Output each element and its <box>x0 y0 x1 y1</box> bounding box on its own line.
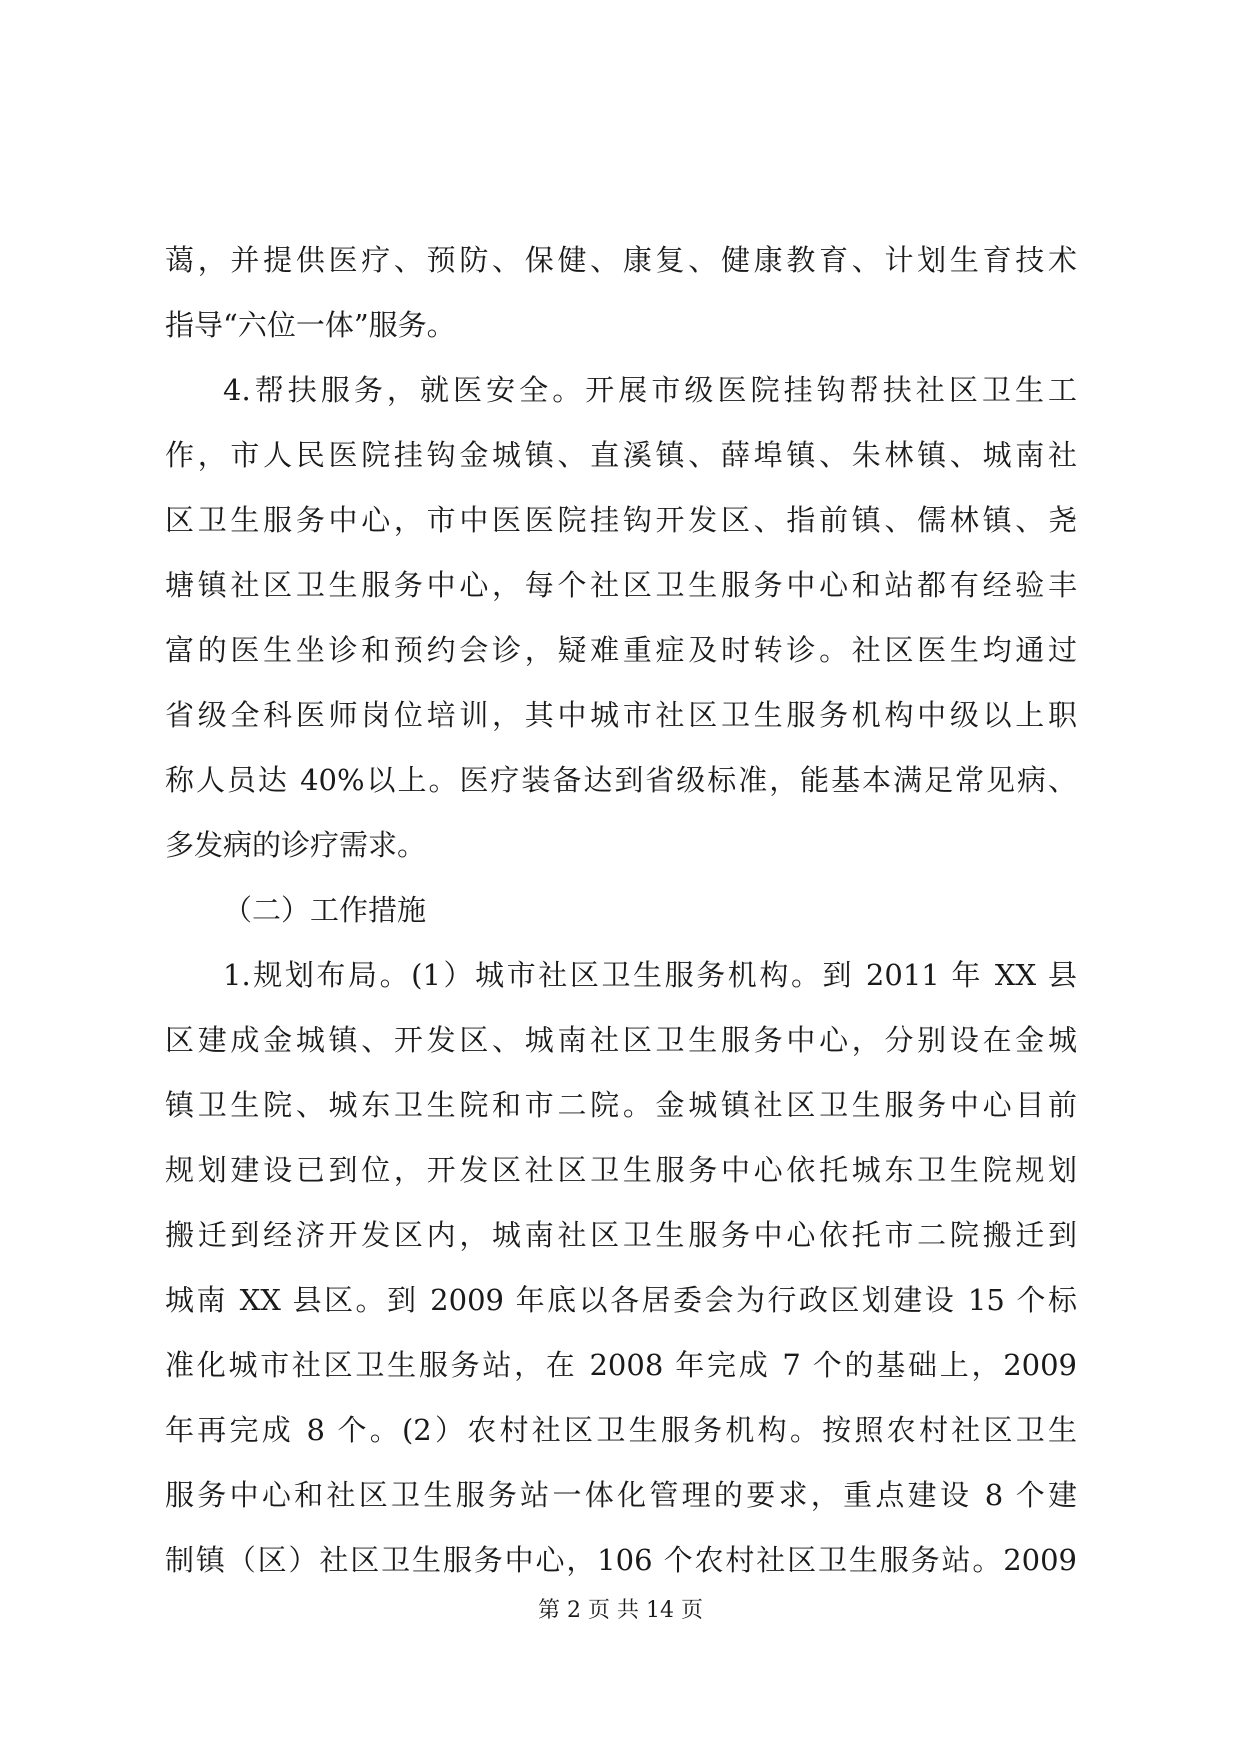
text-line: 作，市人民医院挂钩金城镇、直溪镇、薛埠镇、朱林镇、城南社 <box>165 438 1077 472</box>
text-line: 称人员达 40%以上。医疗装备达到省级标准，能基本满足常见病、 <box>165 763 1077 797</box>
text-line: 制镇（区）社区卫生服务中心，106 个农村社区卫生服务站。2009 <box>165 1543 1077 1577</box>
text-line: 指导“六位一体”服务。 <box>165 308 456 342</box>
text-line: 镇卫生院、城东卫生院和市二院。金城镇社区卫生服务中心目前 <box>165 1088 1077 1122</box>
text-line: 搬迁到经济开发区内，城南社区卫生服务中心依托市二院搬迁到 <box>165 1218 1077 1252</box>
text-line: 塘镇社区卫生服务中心，每个社区卫生服务中心和站都有经验丰 <box>165 568 1077 602</box>
text-line: 规划建设已到位，开发区社区卫生服务中心依托城东卫生院规划 <box>165 1153 1077 1187</box>
text-line: 4.帮扶服务，就医安全。开展市级医院挂钩帮扶社区卫生工 <box>223 373 1077 407</box>
section-heading: （二）工作措施 <box>223 893 427 927</box>
text-line: 服务中心和社区卫生服务站一体化管理的要求，重点建设 8 个建 <box>165 1478 1077 1512</box>
text-line: 1.规划布局。(1）城市社区卫生服务机构。到 2011 年 XX 县 <box>223 958 1077 992</box>
text-line: 城南 XX 县区。到 2009 年底以各居委会为行政区划建设 15 个标 <box>165 1283 1077 1317</box>
text-line: 多发病的诊疗需求。 <box>165 828 427 862</box>
text-line: 蔼，并提供医疗、预防、保健、康复、健康教育、计划生育技术 <box>165 243 1077 277</box>
text-line: 区建成金城镇、开发区、城南社区卫生服务中心，分别设在金城 <box>165 1023 1077 1057</box>
body-text <box>165 228 1077 1593</box>
text-line: 区卫生服务中心，市中医医院挂钩开发区、指前镇、儒林镇、尧 <box>165 503 1077 537</box>
text-line: 准化城市社区卫生服务站，在 2008 年完成 7 个的基础上，2009 <box>165 1348 1077 1382</box>
text-line: 富的医生坐诊和预约会诊，疑难重症及时转诊。社区医生均通过 <box>165 633 1077 667</box>
text-line: 年再完成 8 个。(2）农村社区卫生服务机构。按照农村社区卫生 <box>165 1413 1077 1447</box>
text-line: 省级全科医师岗位培训，其中城市社区卫生服务机构中级以上职 <box>165 698 1077 732</box>
page-footer: 第 2 页 共 14 页 <box>538 1598 703 1623</box>
